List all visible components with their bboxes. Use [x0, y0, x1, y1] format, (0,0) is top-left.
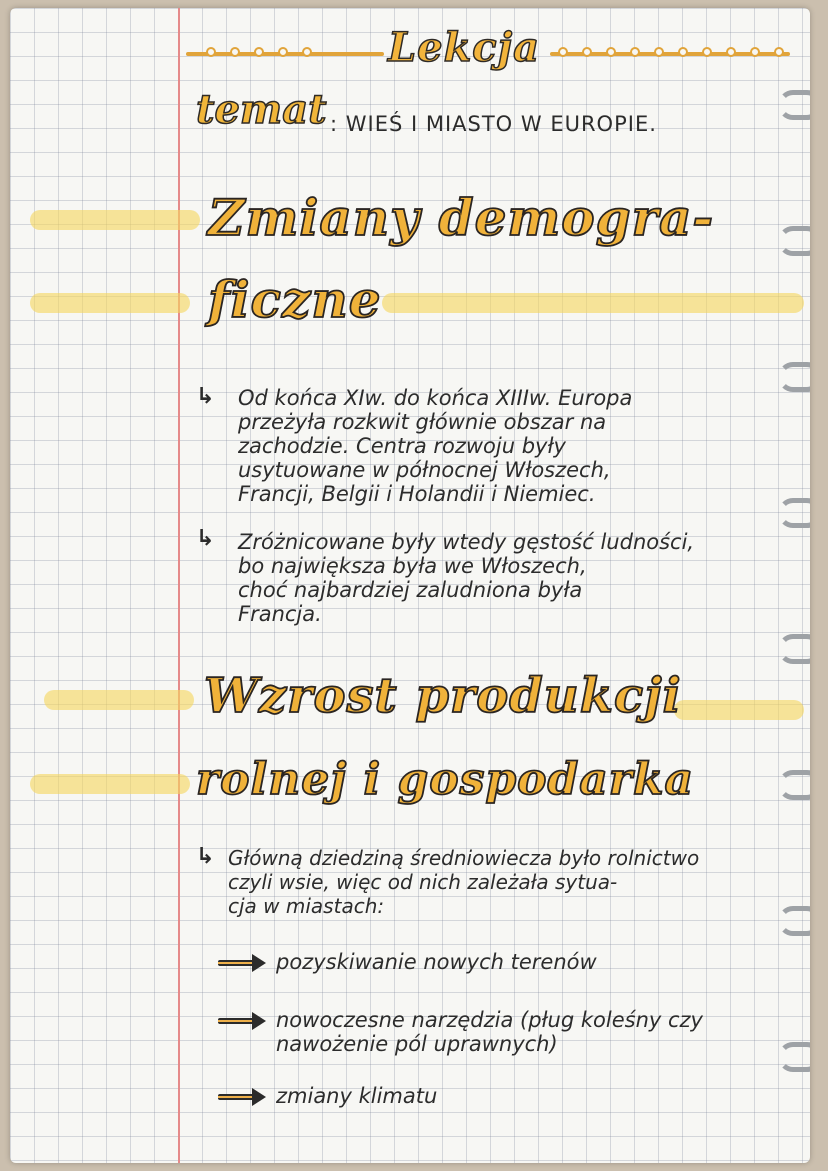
- section-heading-demography-line2: ficzne: [208, 270, 382, 329]
- paragraph-2-line: Francja.: [238, 602, 322, 626]
- topic-text: : WIEŚ I MIASTO W EUROPIE.: [330, 112, 657, 136]
- lesson-title: Lekcja: [388, 24, 541, 71]
- spiral-ring: [778, 90, 810, 120]
- spiral-ring: [778, 1042, 810, 1072]
- highlight-stroke: [382, 293, 804, 313]
- spiral-ring: [778, 634, 810, 664]
- paragraph-1-line: Francji, Belgii i Holandii i Niemiec.: [238, 482, 596, 506]
- topic-label: temat: [196, 86, 327, 133]
- double-arrow-icon: [218, 954, 266, 972]
- list-item: zmiany klimatu: [276, 1084, 438, 1108]
- list-item: pozyskiwanie nowych terenów: [276, 950, 597, 974]
- margin-line: [178, 8, 180, 1163]
- intro-line: cja w miastach:: [228, 894, 385, 918]
- bullet-arrow-icon: ↳: [196, 526, 215, 551]
- intro-line: Główną dziedziną średniowiecza było rolnictwo: [228, 846, 700, 870]
- paragraph-1-line: usytuowane w północnej Włoszech,: [238, 458, 611, 482]
- double-arrow-icon: [218, 1012, 266, 1030]
- paragraph-1-line: Od końca XIw. do końca XIIIw. Europa: [238, 386, 633, 410]
- spiral-ring: [778, 226, 810, 256]
- highlight-stroke: [30, 774, 190, 794]
- spiral-ring: [778, 906, 810, 936]
- paragraph-2-line: choć najbardziej zaludniona była: [238, 578, 583, 602]
- section-heading-agriculture-line1: Wzrost produkcji: [204, 668, 682, 724]
- header-dots-left: [206, 47, 312, 57]
- paragraph-2-line: bo największa była we Włoszech,: [238, 554, 587, 578]
- spiral-ring: [778, 770, 810, 800]
- highlight-stroke: [30, 210, 200, 230]
- notebook-page: [10, 8, 810, 1163]
- double-arrow-icon: [218, 1088, 266, 1106]
- highlight-stroke: [30, 293, 190, 313]
- section-heading-demography-line1: Zmiany demogra-: [208, 188, 715, 247]
- spiral-ring: [778, 498, 810, 528]
- bullet-arrow-icon: ↳: [196, 844, 215, 869]
- header-dots-right: [558, 47, 784, 57]
- intro-line: czyli wsie, więc od nich zależała sytua-: [228, 870, 618, 894]
- bullet-arrow-icon: ↳: [196, 384, 215, 409]
- list-item: nowoczesne narzędzia (pług koleśny czy: [276, 1008, 703, 1032]
- section-heading-agriculture-line2: rolnej i gospodarka: [196, 754, 694, 805]
- paragraph-2-line: Zróżnicowane były wtedy gęstość ludności,: [238, 530, 695, 554]
- spiral-ring: [778, 362, 810, 392]
- paragraph-1-line: zachodzie. Centra rozwoju były: [238, 434, 566, 458]
- paragraph-1-line: przeżyła rozkwit głównie obszar na: [238, 410, 607, 434]
- highlight-stroke: [674, 700, 804, 720]
- list-item: nawożenie pól uprawnych): [276, 1032, 558, 1056]
- highlight-stroke: [44, 690, 194, 710]
